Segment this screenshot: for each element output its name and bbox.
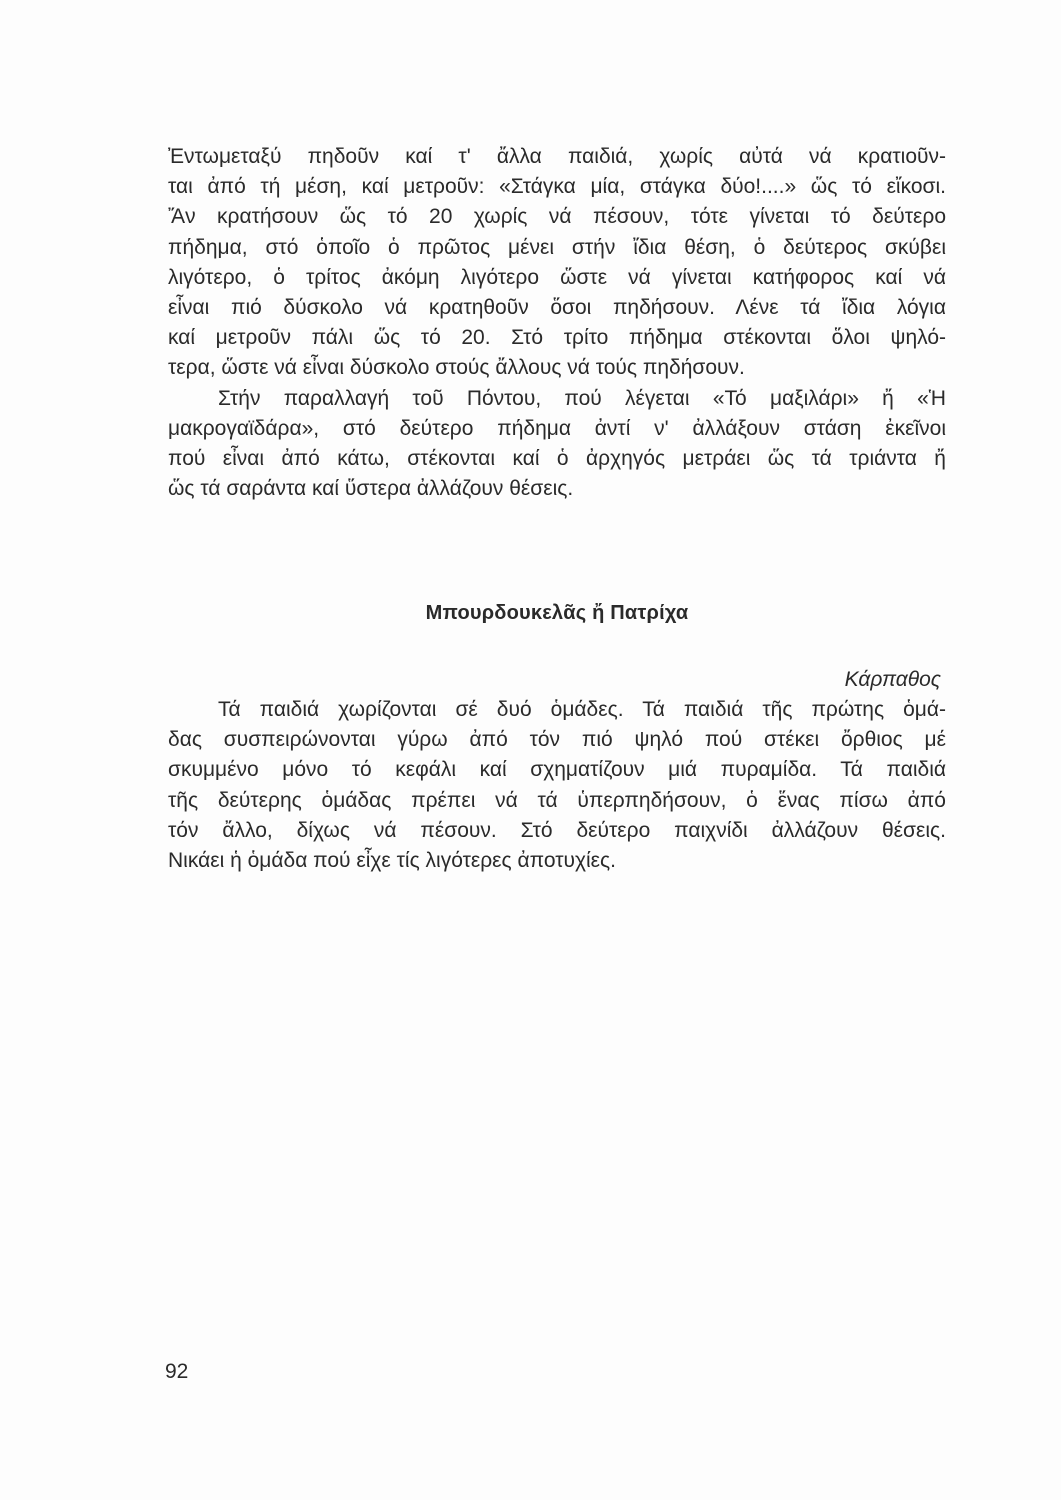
text-line: Ἐντωμεταξύ πηδοῦν καί τ' ἄλλα παιδιά, χωρίς αὐτά νά κρατιοῦν-: [168, 145, 946, 168]
text-line: πήδημα, στό ὁποῖο ὁ πρῶτος μένει στήν ἴδια θέση, ὁ δεύτερος σκύβει: [168, 235, 946, 259]
page-number: 92: [165, 1360, 189, 1383]
lower-text-block: [168, 695, 946, 876]
text-line: καί μετροῦν πάλι ὥς τό 20. Στό τρίτο πήδημα στέκονται ὅλοι ψηλό-: [168, 326, 946, 350]
text-line: λιγότερο, ὁ τρίτος ἀκόμη λιγότερο ὥστε νά γίνεται κατήφορος καί νά: [168, 265, 946, 289]
text-line: τῆς δεύτερης ὁμάδας πρέπει νά τά ὑπερπηδήσουν, ὁ ἕνας πίσω ἀπό: [168, 788, 946, 812]
place-label: Κάρπαθος: [844, 668, 941, 691]
text-line: μακρογαϊδάρα», στό δεύτερο πήδημα ἀντί ν' ἀλλάξουν στάση ἐκεῖνοι: [168, 416, 946, 440]
text-line: τόν ἄλλο, δίχως νά πέσουν. Στό δεύτερο παιχνίδι ἀλλάζουν θέσεις.: [168, 818, 946, 842]
text-line: πού εἶναι ἀπό κάτω, στέκονται καί ὁ ἀρχηγός μετράει ὥς τά τριάντα ἤ: [168, 447, 946, 471]
text-line: Ἄν κρατήσουν ὥς τό 20 χωρίς νά πέσουν, τότε γίνεται τό δεύτερο: [168, 205, 946, 229]
text-line: ται ἀπό τή μέση, καί μετροῦν: «Στάγκα μία, στάγκα δύο!....» ὥς τό εἴκοσι.: [168, 175, 946, 199]
text-line: δας συσπειρώνονται γύρω ἀπό τόν πιό ψηλό πού στέκει ὄρθιος μέ: [168, 728, 946, 752]
text-line: σκυμμένο μόνο τό κεφάλι καί σχηματίζουν μιά πυραμίδα. Τά παιδιά: [168, 758, 946, 782]
text-line: Νικάει ἡ ὁμάδα πού εἶχε τίς λιγότερες ἀποτυχίες.: [168, 849, 616, 873]
upper-text-block: [168, 142, 946, 504]
text-line: τερα, ὥστε νά εἶναι δύσκολο στούς ἄλλους νά τούς πηδήσουν.: [168, 356, 745, 380]
text-line: Τά παιδιά χωρίζονται σέ δυό ὁμάδες. Τά παιδιά τῆς πρώτης ὁμά-: [218, 698, 946, 721]
text-line: εἶναι πιό δύσκολο νά κρατηθοῦν ὅσοι πηδήσουν. Λένε τά ἴδια λόγια: [168, 296, 946, 320]
section-title: Μπουρδουκελᾶς ἤ Πατρίχα: [425, 602, 689, 624]
text-line: ὥς τά σαράντα καί ὕστερα ἀλλάζουν θέσεις.: [168, 477, 574, 501]
text-line: Στήν παραλλαγή τοῦ Πόντου, πού λέγεται «Τό μαξιλάρι» ἤ «Ἡ: [218, 386, 946, 410]
